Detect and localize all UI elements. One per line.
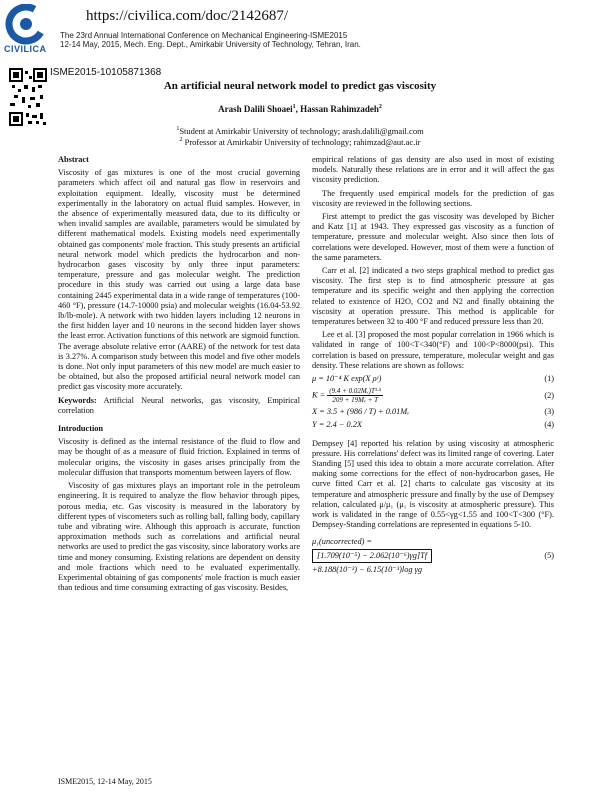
authors: Arash Dalili Shoaei$^1$, Hassan Rahimzadeh$^2$	[218, 104, 382, 114]
equation-5: μ₁(uncorrected) = [1.709(10⁻⁵) − 2.062(10⁻⁶)γg]Tf (5) +8.188(10⁻³) − 6.15(10⁻³)log γg	[312, 536, 554, 574]
page-footer: ISME2015, 12-14 May, 2015	[58, 777, 152, 786]
paragraph-bicher-katz: First attempt to predict the gas viscosity was developed by Bicher and Katz [1] at 1943. They expressed gas viscosity as a function of temperature, pressure and molecular weight. Also since then lots of correlations were developed. However, most of them were a function of the same parameters.	[312, 212, 554, 262]
logo-text: CIVILICA	[4, 44, 47, 54]
paragraph-dempsey: Dempsey [4] reported his relation by using viscosity at atmospheric pressure. His correlations' defect was its limited range of covering. Later Standing [5] used this idea to obtain a more accurate correlation. After making some corrections for the effect of non-hydrocarbon gases, He curve fitted Carr et al. [2] charts to calculate gas viscosity at its temperature and atmospheric pressure and finally by the use of Dempsey relation, calculated μ/μ₁ (μ₁ is viscosity at atmospheric pressure). This work is validated in the range of 0.55<γg<1.55 and 100<T<300 (°F). Dempsey-Standing correlations are represented in equations 5-10.	[312, 438, 554, 530]
qr-code-icon	[8, 67, 48, 127]
equation-1: μ = 10⁻⁴ K exp(X ρʸ) (1)	[312, 374, 554, 384]
affiliation-2: $^2$ Professor at Amirkabir University of technology; rahimzad@aut.ac.ir	[179, 137, 421, 147]
intro-paragraph-1: Viscosity is defined as the internal resistance of the fluid to flow and may be thought of as a measure of fluid friction. Explained in terms of molecular origins, the viscosity in gases arises principally from the molecular diffusion that transports momentum between layers of flow.	[58, 437, 300, 477]
source-url-link[interactable]: https://civilica.com/doc/2142687/	[86, 8, 289, 24]
author-2: Hassan Rahimzadeh	[300, 104, 379, 114]
paper-id: ISME2015-10105871368	[50, 67, 162, 78]
equation-2: K = $\frac{\text{(9.4 + 0.02Mᵥ)T¹·⁵}}{\text{209 + 19Mᵥ + T}}$ (2)	[312, 387, 554, 405]
paper-title: An artificial neural network model to predict gas viscosity	[163, 80, 437, 92]
equation-3: X = 3.5 + (986 / T) + 0.01Mᵥ (3)	[312, 407, 554, 417]
paragraph-carr: Carr et al. [2] indicated a two steps graphical method to predict gas viscosity. The first step is to find atmospheric pressure at gas temperature and its specific weight and then applying the correction related to existence of H2O, CO2 and N2 and finally obtaining the viscosity at operation pressure. This method is applicable for temperatures between 32 to 400 °F and reduced pressure less than 20.	[312, 266, 554, 327]
conference-line-2: 12-14 May, 2015, Mech. Eng. Dept., Amirkabir University of Technology, Tehran, Iran.	[60, 40, 361, 49]
paragraph-lee: Lee et al. [3] proposed the most popular correlation in 1966 which is validated in range of 100<T<340(°F) and 100<P<8000(psi). This correlation is based on pressure, temperature, molecular weight and gas density. These relations are shown as follows:	[312, 330, 554, 370]
left-column	[58, 155, 300, 596]
paragraph-cont: empirical relations of gas density are also used in most of existing models. Naturally these relations are in error and it will affect the gas viscosity prediction.	[312, 155, 554, 185]
right-column	[312, 155, 554, 575]
intro-paragraph-2: Viscosity of gas mixtures plays an important role in the petroleum engineering. It is required to analyze the flow behavior through pipes, porous media, etc. Gas viscosity is measured in the laboratory by different types of viscometers such as rolling ball, falling body, capillary tube and vibrating wire. Although this approach is accurate, function approximation methods such as correlations and artificial neural networks are used to predict the gas viscosity, since laboratory works are time and money consuming. Existing relations are dependent on density and mole fractions which need to be evaluated experimentally. Experimental obtaining of gas components' mole fraction is much easier than tedious and time consuming extracting of gas viscosity. Besides,	[58, 481, 300, 593]
conference-line-1: The 23rd Annual International Conference on Mechanical Engineering-ISME2015	[60, 31, 348, 40]
abstract-text: Viscosity of gas mixtures is one of the most crucial governing parameters which affect oil and natural gas flow in reservoirs and exploitation equipment. Ideally, viscosity must be determined experimentally in the laboratory on actual fluid samples. However, in the absence of experimentally measured data, due to its difficulty or when invalid samples are available, parameters would be simulated by different mathematical models. Existing models need experimentally obtained gas components' mole fraction. This study presents an artificial neural network model which predicts the hydrocarbon and non-hydrocarbon gases viscosity by only three input parameters: temperature, pressure and gas molecular weight. The prediction procedure in this study was carried out using a large data base containing 2445 experimental data in a wide range of temperatures (100-460 °F), pressure (14.7-10000 psia) and molecular weights (16.04-53.92 lb/lb-mole). A network with two hidden layers including 12 neurons in the first hidden layer and 10 neurons in the second hidden layer shows the least error. Activation functions of this network are sigmoid function. The average absolute relative error (AARE) of the network for test data is 3.27%. A comparison study between this model and five other models is done. Not only input parameters of this new model are much easier to be obtained, but also the proposed artificial neural network model can predict gas viscosity more accurately.	[58, 168, 300, 392]
paragraph-models: The frequently used empirical models for the prediction of gas viscosity are reviewed in the following sections.	[312, 188, 554, 208]
affiliation-1: $^1$Student at Amirkabir University of technology; arash.dalili@gmail.com	[176, 126, 424, 136]
introduction-heading: Introduction	[58, 424, 104, 434]
author-1: Arash Dalili Shoaei	[218, 104, 293, 114]
equation-4: Y = 2.4 − 0.2X (4)	[312, 420, 554, 430]
keywords: Keywords: Artificial Neural networks, gas viscosity, Empirical correlation	[58, 395, 301, 415]
abstract-heading: Abstract	[58, 155, 89, 164]
